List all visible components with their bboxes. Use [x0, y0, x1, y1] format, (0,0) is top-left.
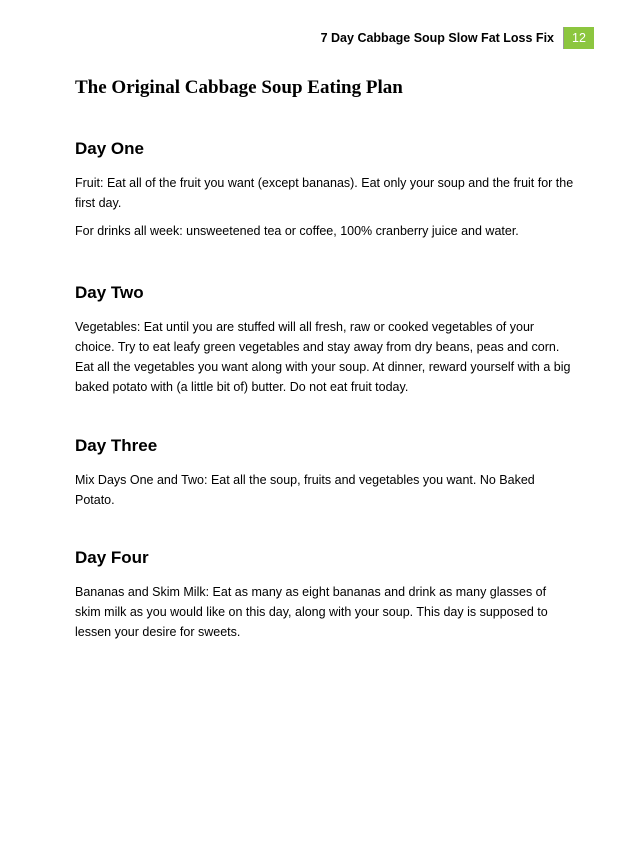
section-day-two	[75, 283, 575, 405]
section-heading: Day Four	[75, 548, 149, 567]
header-title: 7 Day Cabbage Soup Slow Fat Loss Fix	[320, 31, 554, 45]
page-header	[321, 27, 594, 49]
section-day-four	[75, 548, 575, 650]
section-paragraph: Vegetables: Eat until you are stuffed will all fresh, raw or cooked vegetables of your choice. Try to eat leafy green vegetables and stay away from dry beans, peas and corn. Eat all the vegetables you want along with your soup. At dinner, reward yourself with a big baked potato with (a little bit of) butter. Do not eat fruit today.	[75, 320, 571, 394]
page-number-badge: 12	[564, 27, 594, 49]
section-paragraph: Fruit: Eat all of the fruit you want (except bananas). Eat only your soup and the fruit for the first day.	[75, 176, 574, 210]
section-paragraph: Bananas and Skim Milk: Eat as many as eight bananas and drink as many glasses of skim milk as you would like on this day, along with your soup. This day is supposed to lessen your desire for sweets.	[75, 585, 548, 639]
section-paragraph: Mix Days One and Two: Eat all the soup, fruits and vegetables you want. No Baked Potato.	[75, 473, 535, 507]
section-day-three	[75, 436, 575, 518]
section-paragraph: For drinks all week: unsweetened tea or coffee, 100% cranberry juice and water.	[75, 224, 519, 238]
document-title: The Original Cabbage Soup Eating Plan	[75, 77, 403, 98]
section-heading: Day One	[75, 139, 144, 158]
section-heading: Day Three	[75, 436, 158, 455]
section-heading: Day Two	[75, 283, 144, 302]
section-day-one	[75, 139, 575, 249]
